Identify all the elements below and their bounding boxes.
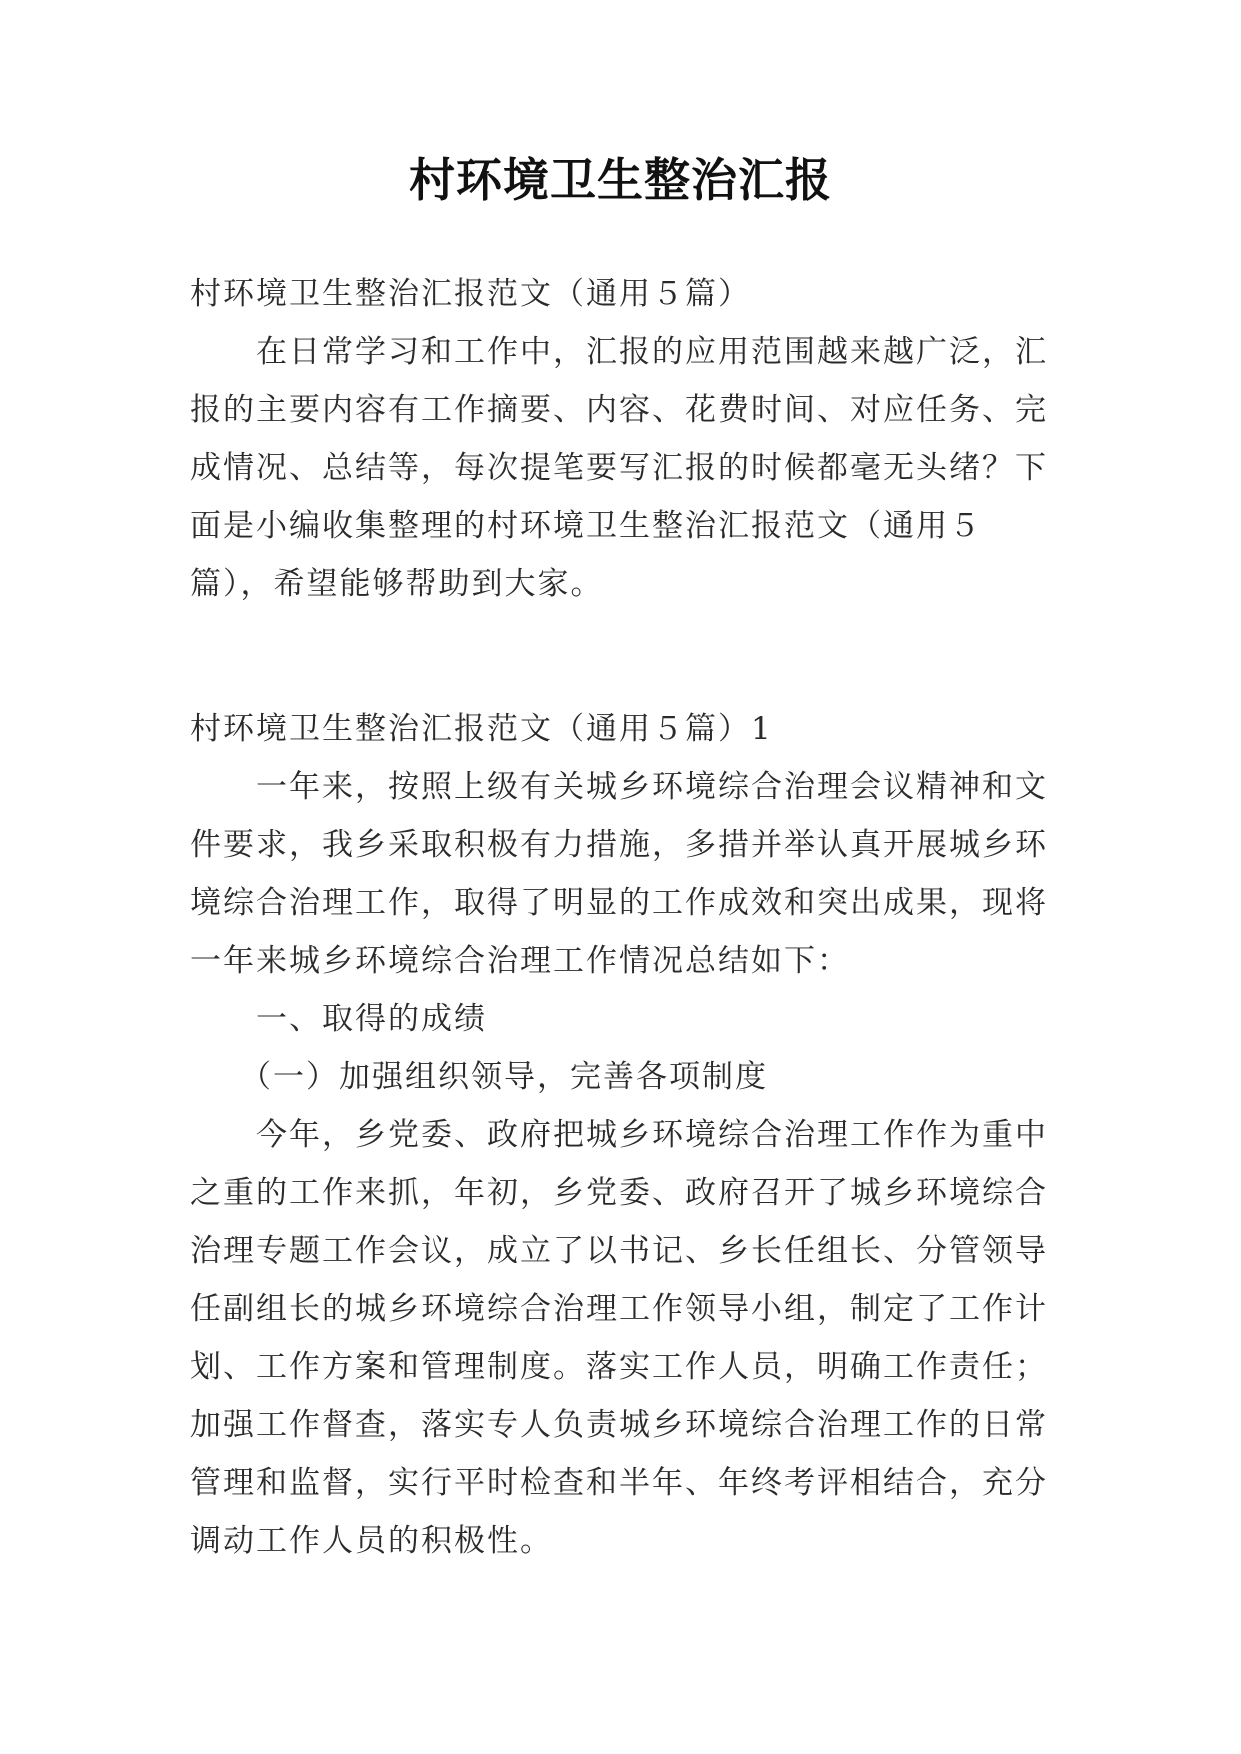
document-title: 村环境卫生整治汇报 — [409, 153, 832, 207]
article-1-heading: 村环境卫生整治汇报范文（通用５篇）1 — [190, 711, 773, 747]
intro-section — [190, 265, 1050, 613]
intro-paragraph: 在日常学习和工作中，汇报的应用范围越来越广泛，汇报的主要内容有工作摘要、内容、花费时间、对应任务、完成情况、总结等，每次提笔要写汇报的时候都毫无头绪？下面是小编收集整理的村环境卫生整治汇报范文（通用５篇），希望能够帮助到大家。 — [190, 334, 1048, 602]
article-1-paragraph-2: 今年，乡党委、政府把城乡环境综合治理工作作为重中之重的工作来抓，年初，乡党委、政府召开了城乡环境综合治理专题工作会议，成立了以书记、乡长任组长、分管领导任副组长的城乡环境综合治理工作领导小组，制定了工作计划、工作方案和管理制度。落实工作人员，明确工作责任；加强工作督查，落实专人负责城乡环境综合治理工作的日常管理和监督，实行平时检查和半年、年终考评相结合，充分调动工作人员的积极性。 — [190, 1117, 1048, 1559]
intro-subtitle: 村环境卫生整治汇报范文（通用５篇） — [190, 276, 751, 312]
article-1-paragraph-1: 一年来，按照上级有关城乡环境综合治理会议精神和文件要求，我乡采取积极有力措施，多措并举认真开展城乡环境综合治理工作，取得了明显的工作成效和突出成果，现将一年来城乡环境综合治理工作情况总结如下： — [190, 769, 1048, 979]
section-heading-achievements: 一、取得的成绩 — [256, 1001, 487, 1037]
article-1-section — [190, 700, 1050, 1570]
subsection-heading-organization: （一）加强组织领导，完善各项制度 — [240, 1059, 768, 1095]
